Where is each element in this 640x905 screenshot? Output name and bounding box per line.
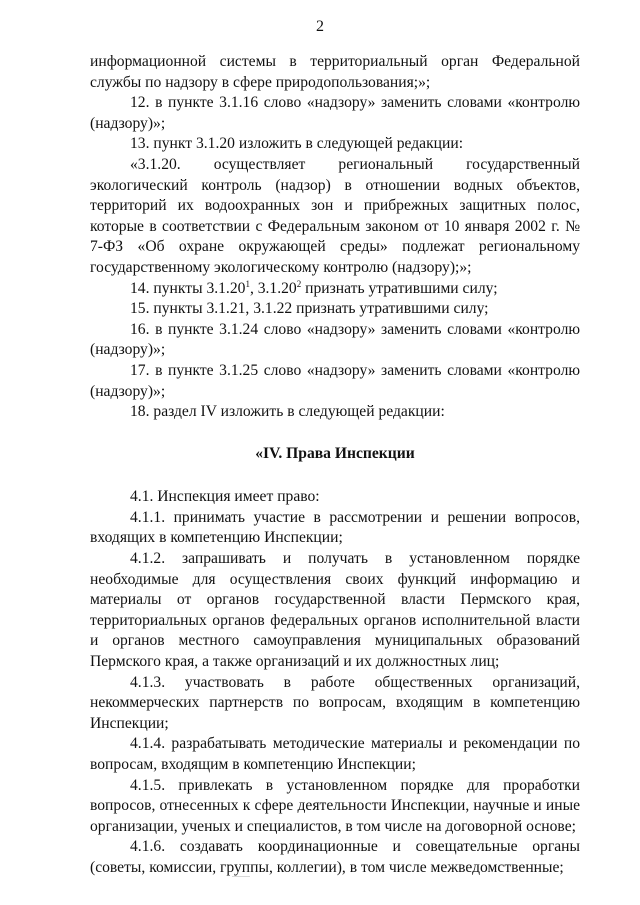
paragraph-continuation: информационной системы в территориальный орган Федеральной службы по надзору в сфере природопользования;»; xyxy=(90,53,580,91)
paragraph-quote-3-1-20: «3.1.20. осуществляет региональный государственный экологический контроль (надзор) в отношении водных объектов, территорий их водоохранных зон и прибрежных защитных полос, которые в соответствии с Федеральным законом от 10 января 2002 г. № 7-ФЗ «Об охране окружающей среды» подлежат региональному государственному экологическому контролю (надзору);»; xyxy=(90,155,580,276)
paragraph-4-1-5: 4.1.5. привлекать в установленном порядке для проработки вопросов, отнесенных к сфере деятельности Инспекции, научные и иные организации, ученых и специалистов, в том числе на договорной основе; xyxy=(90,776,580,835)
section-heading: «IV. Права Инспекции xyxy=(255,444,415,462)
paragraph-4-1-2: 4.1.2. запрашивать и получать в установленном порядке необходимые для осуществления своих функций информацию и материалы от органов государственной власти Пермского края, территориальных органов федеральных органов исполнительной власти и органов местного самоуправления муниципальных образований Пермского края, а также организаций и их должностных лиц; xyxy=(90,550,580,671)
paragraph-item-15: 15. пункты 3.1.21, 3.1.22 признать утратившими силу; xyxy=(130,300,489,318)
item-14-superscript-2: 2 xyxy=(296,278,302,289)
paragraph-item-17: 17. в пункте 3.1.25 слово «надзору» заменить словами «контролю (надзору)»; xyxy=(90,361,580,400)
document-body xyxy=(90,52,580,879)
item-14-superscript-1: 1 xyxy=(245,278,250,289)
item-14-middle: , 3.1.20 xyxy=(249,279,297,297)
scan-artifact-line xyxy=(232,876,250,877)
paragraph-item-18: 18. раздел IV изложить в следующей редакции: xyxy=(130,403,445,421)
paragraph-4-1-6: 4.1.6. создавать координационные и совещательные органы (советы, комиссии, группы, коллегии), в том числе межведомственные; xyxy=(90,838,580,876)
paragraph-item-16: 16. в пункте 3.1.24 слово «надзору» заменить словами «контролю (надзору)»; xyxy=(90,320,580,359)
page-number: 2 xyxy=(316,18,324,35)
paragraph-item-13: 13. пункт 3.1.20 изложить в следующей редакции: xyxy=(130,135,464,153)
paragraph-4-1: 4.1. Инспекция имеет право: xyxy=(130,488,320,506)
paragraph-4-1-3: 4.1.3. участвовать в работе общественных организаций, некоммерческих партнерств по вопросам, входящим в компетенцию Инспекции; xyxy=(90,673,580,732)
paragraph-4-1-1: 4.1.1. принимать участие в рассмотрении и решении вопросов, входящих в компетенцию Инспекции; xyxy=(90,508,580,547)
item-14-suffix: признать утратившими силу; xyxy=(301,279,498,297)
paragraph-4-1-4: 4.1.4. разрабатывать методические материалы и рекомендации по вопросам, входящим в компетенцию Инспекции; xyxy=(90,735,580,773)
item-14-prefix: 14. пункты 3.1.20 xyxy=(130,279,246,297)
paragraph-item-12: 12. в пункте 3.1.16 слово «надзору» заменить словами «контролю (надзору)»; xyxy=(90,94,580,132)
paragraph-item-14 xyxy=(90,279,580,300)
